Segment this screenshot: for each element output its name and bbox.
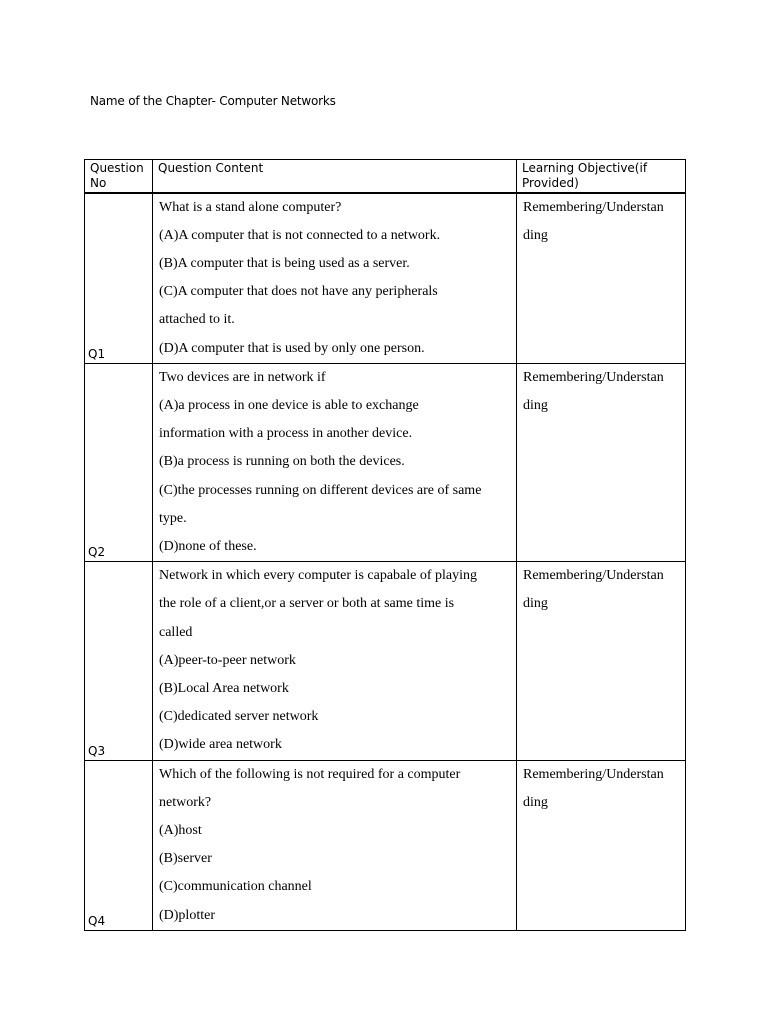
question-line: (B)server <box>159 851 212 867</box>
question-line: (A)peer-to-peer network <box>159 652 296 668</box>
question-line: (C)dedicated server network <box>159 709 319 725</box>
question-line: Two devices are in network if <box>159 369 326 385</box>
question-number: Q1 <box>85 193 153 364</box>
objective-line: ding <box>523 227 548 243</box>
questions-table <box>84 159 686 931</box>
question-line: What is a stand alone computer? <box>159 199 342 215</box>
question-line: (A)A computer that is not connected to a network. <box>159 227 441 243</box>
question-content <box>153 193 517 364</box>
table-row <box>85 363 686 561</box>
question-content <box>153 760 517 930</box>
learning-objective <box>517 193 686 364</box>
question-line: (C)A computer that does not have any peripherals <box>159 284 438 300</box>
question-line: the role of a client,or a server or both at same time is <box>159 596 455 612</box>
objective-line: Remembering/Understan <box>523 369 664 385</box>
question-content <box>153 562 517 760</box>
question-line: Network in which every computer is capabale of playing <box>159 568 478 584</box>
question-line: (A)host <box>159 822 202 838</box>
question-line: (D)A computer that is used by only one person. <box>159 340 425 356</box>
chapter-title: Name of the Chapter- Computer Networks <box>90 94 336 108</box>
objective-line: ding <box>523 794 548 810</box>
learning-objective <box>517 562 686 760</box>
question-line: (D)none of these. <box>159 538 257 554</box>
question-number: Q4 <box>85 760 153 930</box>
question-number: Q2 <box>85 363 153 561</box>
objective-line: Remembering/Understan <box>523 199 664 215</box>
question-line: type. <box>159 510 187 526</box>
question-line: (D)wide area network <box>159 737 282 753</box>
question-line: (C)communication channel <box>159 879 312 895</box>
question-line: called <box>159 624 193 640</box>
objective-line: ding <box>523 397 548 413</box>
question-line: attached to it. <box>159 312 235 328</box>
objective-line: Remembering/Understan <box>523 766 664 782</box>
question-line: (D)plotter <box>159 907 215 923</box>
header-question-no: Question No <box>85 160 153 193</box>
table-row <box>85 562 686 760</box>
question-content <box>153 363 517 561</box>
header-question-content: Question Content <box>153 160 517 193</box>
learning-objective <box>517 760 686 930</box>
question-number: Q3 <box>85 562 153 760</box>
question-line: network? <box>159 794 212 810</box>
question-line: (B)a process is running on both the devices. <box>159 454 405 470</box>
learning-objective <box>517 363 686 561</box>
question-line: information with a process in another device. <box>159 426 413 442</box>
header-learning-objective: Learning Objective(if Provided) <box>517 160 686 193</box>
question-line: Which of the following is not required for a computer <box>159 766 461 782</box>
question-line: (B)Local Area network <box>159 680 289 696</box>
table-row <box>85 193 686 364</box>
objective-line: ding <box>523 596 548 612</box>
table-header-row <box>85 160 686 193</box>
question-line: (B)A computer that is being used as a server. <box>159 255 410 271</box>
question-line: (A)a process in one device is able to exchange <box>159 397 419 413</box>
table-row <box>85 760 686 930</box>
objective-line: Remembering/Understan <box>523 568 664 584</box>
question-line: (C)the processes running on different devices are of same <box>159 482 482 498</box>
